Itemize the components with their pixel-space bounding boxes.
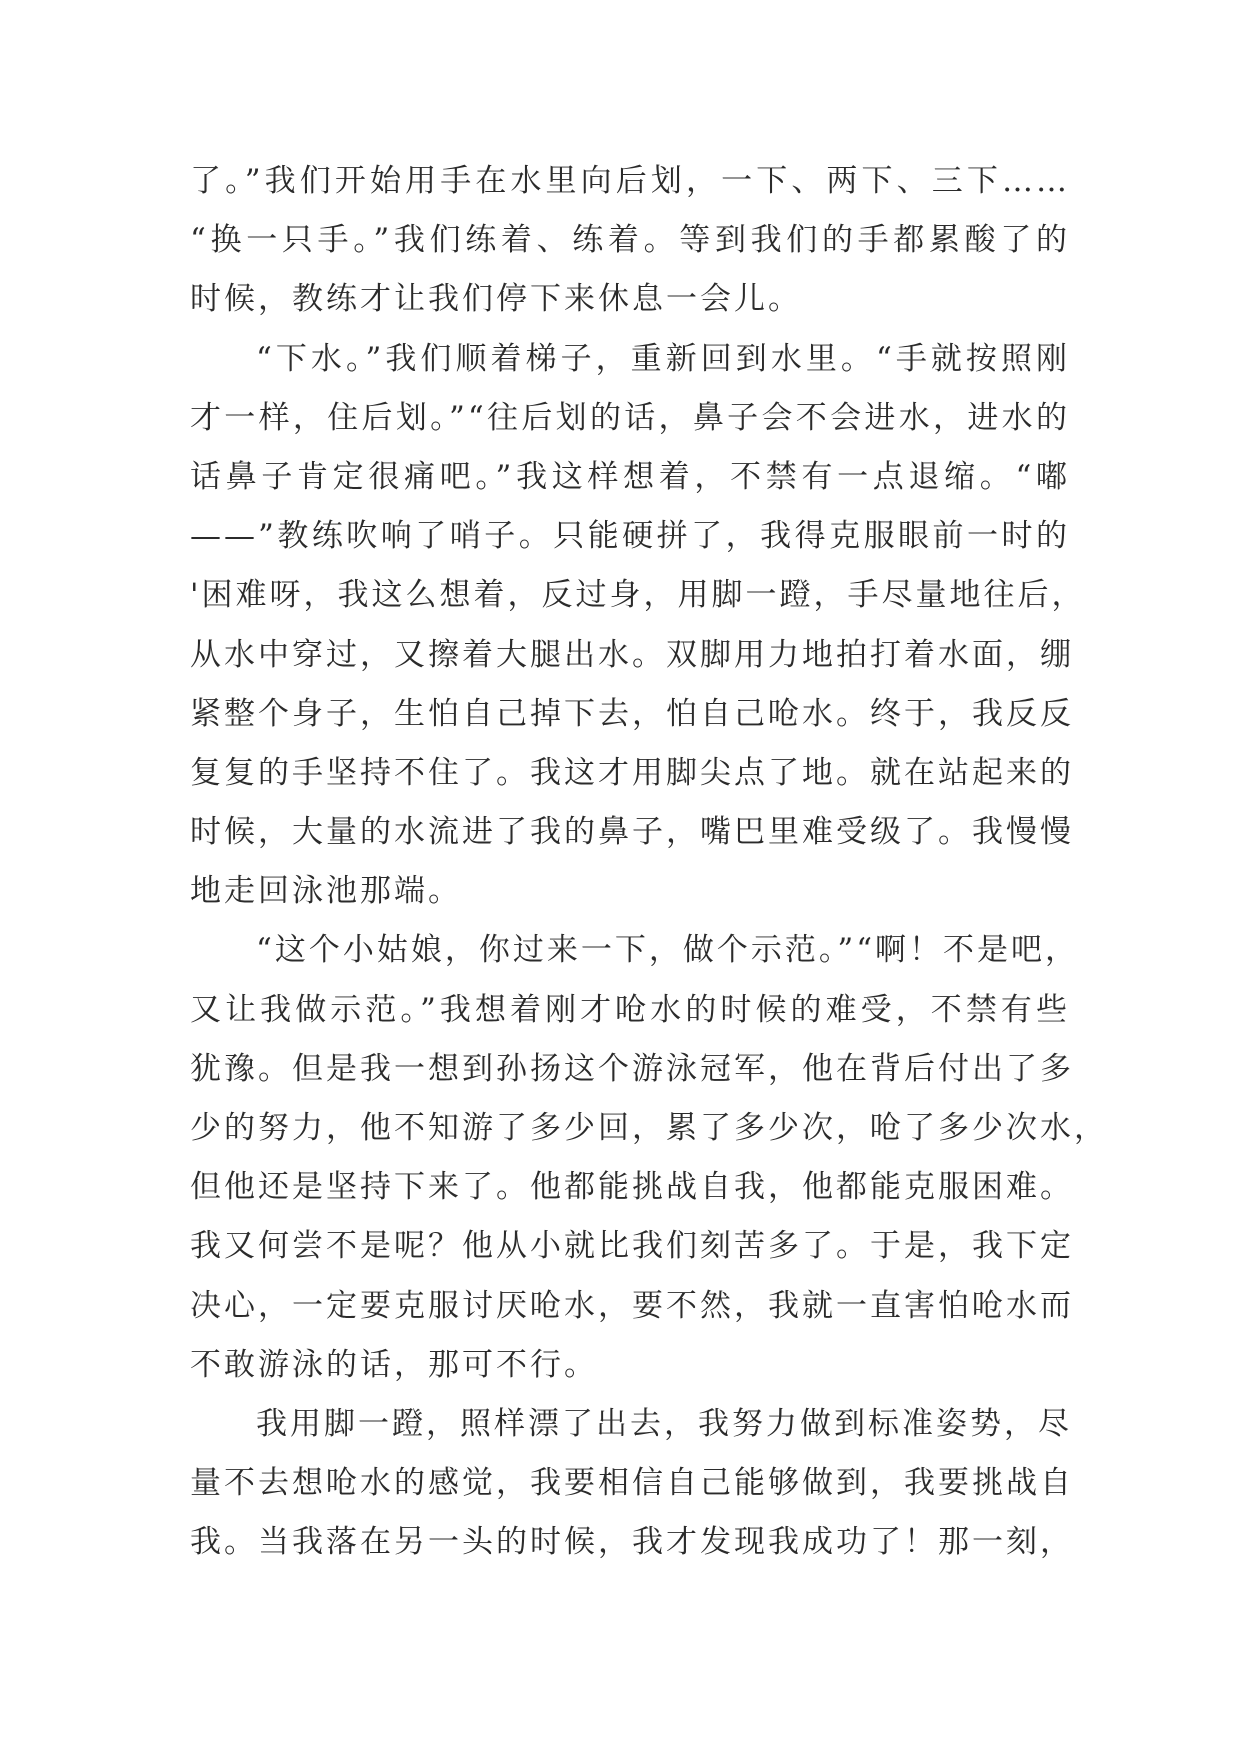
- text-line: “这个小姑娘，你过来一下，做个示范。”“啊！不是吧，: [256, 932, 1080, 969]
- text-line: 话鼻子肯定很痛吧。”我这样想着，不禁有一点退缩。“嘟: [190, 458, 1070, 495]
- text-line: 地走回泳池那端。: [190, 873, 462, 910]
- text-line: '困难呀，我这么想着，反过身，用脚一蹬，手尽量地往后，: [190, 577, 1086, 614]
- text-line: 量不去想呛水的感觉，我要相信自己能够做到，我要挑战自: [190, 1465, 1074, 1502]
- text-line: “换一只手。”我们练着、练着。等到我们的手都累酸了的: [190, 222, 1070, 259]
- text-line: 决心，一定要克服讨厌呛水，要不然，我就一直害怕呛水而: [190, 1287, 1074, 1324]
- text-line: 了。”我们开始用手在水里向后划，一下、两下、三下……: [190, 163, 1070, 199]
- text-line: 时候，教练才让我们停下来休息一会儿。: [190, 281, 802, 318]
- text-line: 又让我做示范。”我想着刚才呛水的时候的难受，不禁有些: [190, 991, 1070, 1028]
- text-line: 从水中穿过，又擦着大腿出水。双脚用力地拍打着水面，绷: [190, 636, 1074, 673]
- text-line: 但他还是坚持下来了。他都能挑战自我，他都能克服困难。: [190, 1169, 1074, 1206]
- text-line: 复复的手坚持不住了。我这才用脚尖点了地。就在站起来的: [190, 754, 1074, 791]
- text-line: 才一样，住后划。”“往后划的话，鼻子会不会进水，进水的: [190, 399, 1070, 436]
- text-line: 犹豫。但是我一想到孙扬这个游泳冠军，他在背后付出了多: [190, 1050, 1074, 1087]
- text-line: “下水。”我们顺着梯子，重新回到水里。“手就按照刚: [256, 340, 1070, 377]
- text-line: 不敢游泳的话，那可不行。: [190, 1346, 598, 1383]
- text-line: 紧整个身子，生怕自己掉下去，怕自己呛水。终于，我反反: [190, 695, 1074, 732]
- text-line: 少的努力，他不知游了多少回，累了多少次，呛了多少次水，: [190, 1110, 1108, 1146]
- text-line: ——”教练吹响了哨子。只能硬拼了，我得克服眼前一时的: [190, 518, 1070, 555]
- text-line: 我用脚一蹬，照样漂了出去，我努力做到标准姿势，尽: [256, 1405, 1072, 1442]
- text-line: 我。当我落在另一头的时候，我才发现我成功了！那一刻，: [190, 1524, 1074, 1561]
- text-line: 我又何尝不是呢？他从小就比我们刻苦多了。于是，我下定: [190, 1228, 1074, 1265]
- text-line: 时候，大量的水流进了我的鼻子，嘴巴里难受级了。我慢慢: [190, 814, 1074, 851]
- body-text: [190, 152, 1108, 1573]
